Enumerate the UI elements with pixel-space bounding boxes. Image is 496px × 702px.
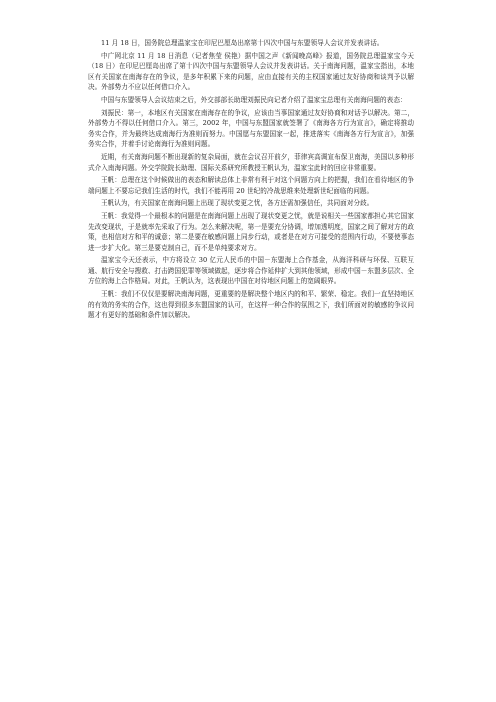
paragraph: 王帆：我觉得一个最根本的问题是在南海问题上出现了现状变更之忧，就是说相关一些国家都担心其它国家先改变现状，于是就率先采取了行为。怎么来解决呢，第一是要充分协调，增加透明度，国家之间了解对方的政策，也相信对方和平的诚意；第二是要在敏感问题上同步行动，或者是在对方可接受的范围内行动，不要使事态进一步扩大化。第三是要克制自己，而不是单纯要求对方。 [88, 211, 414, 252]
paragraph: 近期，有关南海问题不断出现新的复杂局面，就在会议召开前夕，菲律宾高调宣布保卫南海，美国以多种形式介入南海问题。外交学院院长助理、国际关系研究所教授王帆认为，温家宝此时的回应非常重要。 [88, 152, 414, 172]
document-body [88, 38, 414, 323]
paragraph: 王帆：总理在这个时候做出的表态和解读总体上非常有利于对这个问题方向上的把握，我们在看待地区的争端问题上不要忘记我们生活的时代，我们不能再用 20 世纪的冷战思维来处理新世纪面临的问题。 [88, 176, 414, 195]
paragraph: 王帆认为，有关国家在南海问题上出现了现状变更之忧，各方还需加强信任，共同面对分歧。 [101, 199, 374, 208]
paragraph: 中国与东盟领导人会议结束之后，外交部部长助理刘振民向记者介绍了温家宝总理有关南海问题的表态： [101, 95, 407, 104]
paragraph: 温家宝今天还表示，中方将设立 30 亿元人民币的中国－东盟海上合作基金，从海洋科研与环保、互联互通、航行安全与搜救、打击跨国犯罪等领域做起，逐步将合作延伸扩大到其他领域，形成中国－东盟多层次、全方位的海上合作格局。对此，王帆认为，这表现出中国在对待地区问题上的宽阔眼界。 [88, 256, 414, 286]
paragraph: 王帆：我们不仅仅是要解决南海问题，更重要的是解决整个地区内的和平、繁荣、稳定。我们一直坚持地区的有效的务实的合作，这也得到很多东盟国家的认可，在这样一种合作的氛围之下，我们所面对的敏感的争议问题才有更好的基础和条件加以解决。 [88, 290, 414, 320]
paragraph: 刘振民：第一，本地区有关国家在南海存在的争议，应该由当事国家通过友好协商和对话予以解决。第二，外部势力不得以任何借口介入。第三，2002 年，中国与东盟国家就签署了《南海各方行为宣言》，确定将推动务实合作，并为最终达成南海行为准则而努力。中国愿与东盟国家一起，推进落实《南海各方行为宣言》，加强务实合作，并着手讨论南海行为准则问题。 [88, 108, 414, 149]
paragraph: 中广网北京 11 月 18 日消息（记者焦莹 侯艳）据中国之声《新闻晚高峰》报道，国务院总理温家宝今天（18 日）在印尼巴厘岛出席了第十四次中国与东盟领导人会议并发表讲话。关于南海问题，温家宝指出，本地区有关国家在南海存在的争议，是多年积累下来的问题，应由直接有关的主权国家通过友好协商和谈判予以解决。外部势力不应以任何借口介入。 [88, 51, 414, 92]
paragraph: 11 月 18 日，国务院总理温家宝在印尼巴厘岛出席第十四次中国与东盟领导人会议并发表讲话。 [101, 39, 384, 47]
